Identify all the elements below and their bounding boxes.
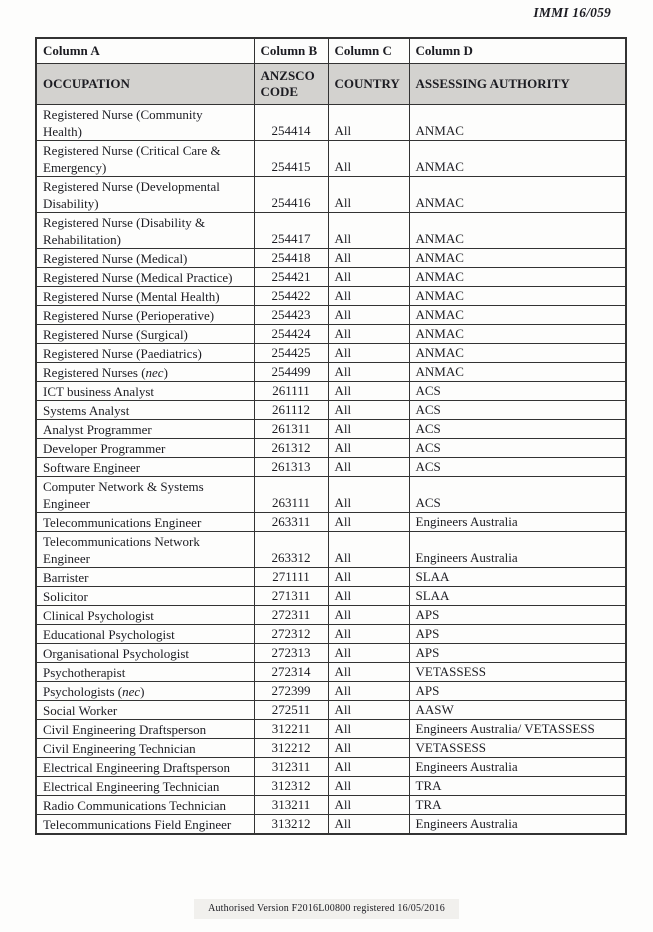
anzsco-code-cell: 312212 bbox=[254, 738, 328, 757]
assessing-authority-header: ASSESSING AUTHORITY bbox=[409, 63, 626, 104]
assessing-authority-cell: ANMAC bbox=[409, 212, 626, 248]
table-row bbox=[36, 757, 626, 776]
table-row bbox=[36, 531, 626, 567]
occupation-header: OCCUPATION bbox=[36, 63, 254, 104]
anzsco-code-cell: 254417 bbox=[254, 212, 328, 248]
table-row bbox=[36, 343, 626, 362]
anzsco-code-cell: 261112 bbox=[254, 400, 328, 419]
anzsco-code-cell: 313211 bbox=[254, 795, 328, 814]
country-cell: All bbox=[328, 286, 409, 305]
occupation-cell: Telecommunications Engineer bbox=[36, 512, 254, 531]
occupation-cell: Registered Nurse (Developmental Disability) bbox=[36, 176, 254, 212]
assessing-authority-cell: APS bbox=[409, 605, 626, 624]
country-cell: All bbox=[328, 267, 409, 286]
occupation-cell: Educational Psychologist bbox=[36, 624, 254, 643]
assessing-authority-cell: ACS bbox=[409, 438, 626, 457]
anzsco-code-cell: 254499 bbox=[254, 362, 328, 381]
assessing-authority-cell: SLAA bbox=[409, 586, 626, 605]
assessing-authority-cell: ACS bbox=[409, 457, 626, 476]
assessing-authority-cell: SLAA bbox=[409, 567, 626, 586]
table-body bbox=[36, 104, 626, 834]
table-row bbox=[36, 457, 626, 476]
anzsco-code-cell: 312211 bbox=[254, 719, 328, 738]
occupation-cell: ICT business Analyst bbox=[36, 381, 254, 400]
anzsco-code-cell: 272312 bbox=[254, 624, 328, 643]
table-row bbox=[36, 512, 626, 531]
occupation-cell: Analyst Programmer bbox=[36, 419, 254, 438]
anzsco-code-cell: 254415 bbox=[254, 140, 328, 176]
anzsco-code-cell: 254416 bbox=[254, 176, 328, 212]
occupation-cell: Psychologists (nec) bbox=[36, 681, 254, 700]
country-cell: All bbox=[328, 362, 409, 381]
assessing-authority-cell: ANMAC bbox=[409, 267, 626, 286]
table-row bbox=[36, 567, 626, 586]
assessing-authority-cell: APS bbox=[409, 681, 626, 700]
assessing-authority-cell: Engineers Australia bbox=[409, 531, 626, 567]
table-row bbox=[36, 738, 626, 757]
anzsco-code-cell: 254421 bbox=[254, 267, 328, 286]
country-cell: All bbox=[328, 643, 409, 662]
country-cell: All bbox=[328, 324, 409, 343]
occupation-cell: Registered Nurse (Surgical) bbox=[36, 324, 254, 343]
occupation-cell: Registered Nurse (Disability & Rehabilitation) bbox=[36, 212, 254, 248]
nec-italic: nec bbox=[145, 364, 164, 380]
table-row bbox=[36, 795, 626, 814]
table-row bbox=[36, 267, 626, 286]
table-row bbox=[36, 643, 626, 662]
anzsco-code-cell: 263111 bbox=[254, 476, 328, 512]
assessing-authority-cell: ACS bbox=[409, 476, 626, 512]
country-cell: All bbox=[328, 176, 409, 212]
occupation-cell: Software Engineer bbox=[36, 457, 254, 476]
country-cell: All bbox=[328, 700, 409, 719]
nec-italic: nec bbox=[122, 683, 141, 699]
assessing-authority-cell: APS bbox=[409, 624, 626, 643]
country-cell: All bbox=[328, 381, 409, 400]
anzsco-code-cell: 313212 bbox=[254, 814, 328, 834]
table-row bbox=[36, 176, 626, 212]
table-row bbox=[36, 381, 626, 400]
country-cell: All bbox=[328, 738, 409, 757]
assessing-authority-cell: ANMAC bbox=[409, 343, 626, 362]
anzsco-code-cell: 261313 bbox=[254, 457, 328, 476]
footer bbox=[0, 898, 653, 919]
column-a-header: Column A bbox=[36, 38, 254, 63]
occupation-table bbox=[35, 37, 627, 835]
table-header bbox=[36, 38, 626, 104]
table-row bbox=[36, 362, 626, 381]
occupation-cell: Registered Nurse (Perioperative) bbox=[36, 305, 254, 324]
assessing-authority-cell: ACS bbox=[409, 400, 626, 419]
anzsco-code-cell: 263311 bbox=[254, 512, 328, 531]
occupation-cell: Computer Network & Systems Engineer bbox=[36, 476, 254, 512]
table-row bbox=[36, 140, 626, 176]
occupation-cell: Registered Nurse (Mental Health) bbox=[36, 286, 254, 305]
occupation-cell: Psychotherapist bbox=[36, 662, 254, 681]
country-cell: All bbox=[328, 795, 409, 814]
assessing-authority-cell: APS bbox=[409, 643, 626, 662]
table-row bbox=[36, 286, 626, 305]
occupation-cell: Registered Nurse (Community Health) bbox=[36, 104, 254, 140]
assessing-authority-cell: TRA bbox=[409, 776, 626, 795]
assessing-authority-cell: TRA bbox=[409, 795, 626, 814]
anzsco-code-cell: 254424 bbox=[254, 324, 328, 343]
country-cell: All bbox=[328, 512, 409, 531]
assessing-authority-cell: ANMAC bbox=[409, 176, 626, 212]
occupation-cell: Clinical Psychologist bbox=[36, 605, 254, 624]
anzsco-code-cell: 254425 bbox=[254, 343, 328, 362]
country-cell: All bbox=[328, 140, 409, 176]
table-row bbox=[36, 248, 626, 267]
anzsco-code-cell: 312311 bbox=[254, 757, 328, 776]
anzsco-code-cell: 261311 bbox=[254, 419, 328, 438]
country-cell: All bbox=[328, 212, 409, 248]
country-cell: All bbox=[328, 719, 409, 738]
occupation-cell: Systems Analyst bbox=[36, 400, 254, 419]
assessing-authority-cell: ACS bbox=[409, 419, 626, 438]
assessing-authority-cell: ANMAC bbox=[409, 286, 626, 305]
country-cell: All bbox=[328, 531, 409, 567]
country-cell: All bbox=[328, 567, 409, 586]
country-cell: All bbox=[328, 400, 409, 419]
country-cell: All bbox=[328, 662, 409, 681]
country-cell: All bbox=[328, 776, 409, 795]
occupation-cell: Registered Nurse (Critical Care & Emergency) bbox=[36, 140, 254, 176]
anzsco-code-cell: 254422 bbox=[254, 286, 328, 305]
country-cell: All bbox=[328, 248, 409, 267]
table-row bbox=[36, 305, 626, 324]
country-cell: All bbox=[328, 757, 409, 776]
anzsco-code-cell: 272314 bbox=[254, 662, 328, 681]
country-cell: All bbox=[328, 681, 409, 700]
table-row bbox=[36, 700, 626, 719]
assessing-authority-cell: ANMAC bbox=[409, 140, 626, 176]
occupation-cell: Electrical Engineering Technician bbox=[36, 776, 254, 795]
country-cell: All bbox=[328, 343, 409, 362]
table-row bbox=[36, 586, 626, 605]
anzsco-code-cell: 312312 bbox=[254, 776, 328, 795]
table-row bbox=[36, 400, 626, 419]
column-d-header: Column D bbox=[409, 38, 626, 63]
anzsco-code-cell: 263312 bbox=[254, 531, 328, 567]
occupation-cell: Barrister bbox=[36, 567, 254, 586]
column-b-header: Column B bbox=[254, 38, 328, 63]
anzsco-code-header: ANZSCO CODE bbox=[254, 63, 328, 104]
document-reference: IMMI 16/059 bbox=[533, 5, 611, 20]
country-header: COUNTRY bbox=[328, 63, 409, 104]
anzsco-code-cell: 254414 bbox=[254, 104, 328, 140]
occupation-cell: Civil Engineering Draftsperson bbox=[36, 719, 254, 738]
column-label-row bbox=[36, 38, 626, 63]
table-row bbox=[36, 776, 626, 795]
occupation-cell: Civil Engineering Technician bbox=[36, 738, 254, 757]
anzsco-code-cell: 261312 bbox=[254, 438, 328, 457]
country-cell: All bbox=[328, 104, 409, 140]
anzsco-code-cell: 272399 bbox=[254, 681, 328, 700]
assessing-authority-cell: ANMAC bbox=[409, 362, 626, 381]
assessing-authority-cell: VETASSESS bbox=[409, 738, 626, 757]
table-row bbox=[36, 476, 626, 512]
assessing-authority-cell: ANMAC bbox=[409, 248, 626, 267]
country-cell: All bbox=[328, 305, 409, 324]
occupation-cell: Solicitor bbox=[36, 586, 254, 605]
country-cell: All bbox=[328, 605, 409, 624]
occupation-cell: Registered Nurse (Medical) bbox=[36, 248, 254, 267]
table-row bbox=[36, 624, 626, 643]
table-row bbox=[36, 212, 626, 248]
assessing-authority-cell: Engineers Australia bbox=[409, 814, 626, 834]
anzsco-code-cell: 254418 bbox=[254, 248, 328, 267]
assessing-authority-cell: ANMAC bbox=[409, 324, 626, 343]
table-row bbox=[36, 438, 626, 457]
anzsco-code-cell: 261111 bbox=[254, 381, 328, 400]
country-cell: All bbox=[328, 814, 409, 834]
anzsco-code-cell: 254423 bbox=[254, 305, 328, 324]
assessing-authority-cell: Engineers Australia bbox=[409, 512, 626, 531]
table-row bbox=[36, 419, 626, 438]
table-row bbox=[36, 324, 626, 343]
occupation-cell: Organisational Psychologist bbox=[36, 643, 254, 662]
occupation-cell: Developer Programmer bbox=[36, 438, 254, 457]
occupation-cell: Electrical Engineering Draftsperson bbox=[36, 757, 254, 776]
assessing-authority-cell: Engineers Australia bbox=[409, 757, 626, 776]
table-row bbox=[36, 662, 626, 681]
occupation-cell: Registered Nurse (Paediatrics) bbox=[36, 343, 254, 362]
occupation-cell: Registered Nurses (nec) bbox=[36, 362, 254, 381]
assessing-authority-cell: ACS bbox=[409, 381, 626, 400]
anzsco-code-cell: 272313 bbox=[254, 643, 328, 662]
country-cell: All bbox=[328, 624, 409, 643]
table-row bbox=[36, 605, 626, 624]
table-row bbox=[36, 814, 626, 834]
assessing-authority-cell: Engineers Australia/ VETASSESS bbox=[409, 719, 626, 738]
field-label-row bbox=[36, 63, 626, 104]
authorised-version-note: Authorised Version F2016L00800 registered 16/05/2016 bbox=[194, 899, 459, 919]
country-cell: All bbox=[328, 586, 409, 605]
country-cell: All bbox=[328, 476, 409, 512]
table-row bbox=[36, 681, 626, 700]
occupation-cell: Social Worker bbox=[36, 700, 254, 719]
occupation-cell: Registered Nurse (Medical Practice) bbox=[36, 267, 254, 286]
anzsco-code-cell: 271311 bbox=[254, 586, 328, 605]
assessing-authority-cell: AASW bbox=[409, 700, 626, 719]
assessing-authority-cell: ANMAC bbox=[409, 104, 626, 140]
assessing-authority-cell: VETASSESS bbox=[409, 662, 626, 681]
country-cell: All bbox=[328, 419, 409, 438]
anzsco-code-cell: 272311 bbox=[254, 605, 328, 624]
occupation-cell: Radio Communications Technician bbox=[36, 795, 254, 814]
assessing-authority-cell: ANMAC bbox=[409, 305, 626, 324]
country-cell: All bbox=[328, 438, 409, 457]
country-cell: All bbox=[328, 457, 409, 476]
occupation-cell: Telecommunications Field Engineer bbox=[36, 814, 254, 834]
table-row bbox=[36, 719, 626, 738]
occupation-cell: Telecommunications Network Engineer bbox=[36, 531, 254, 567]
table-row bbox=[36, 104, 626, 140]
column-c-header: Column C bbox=[328, 38, 409, 63]
anzsco-code-cell: 272511 bbox=[254, 700, 328, 719]
anzsco-code-cell: 271111 bbox=[254, 567, 328, 586]
